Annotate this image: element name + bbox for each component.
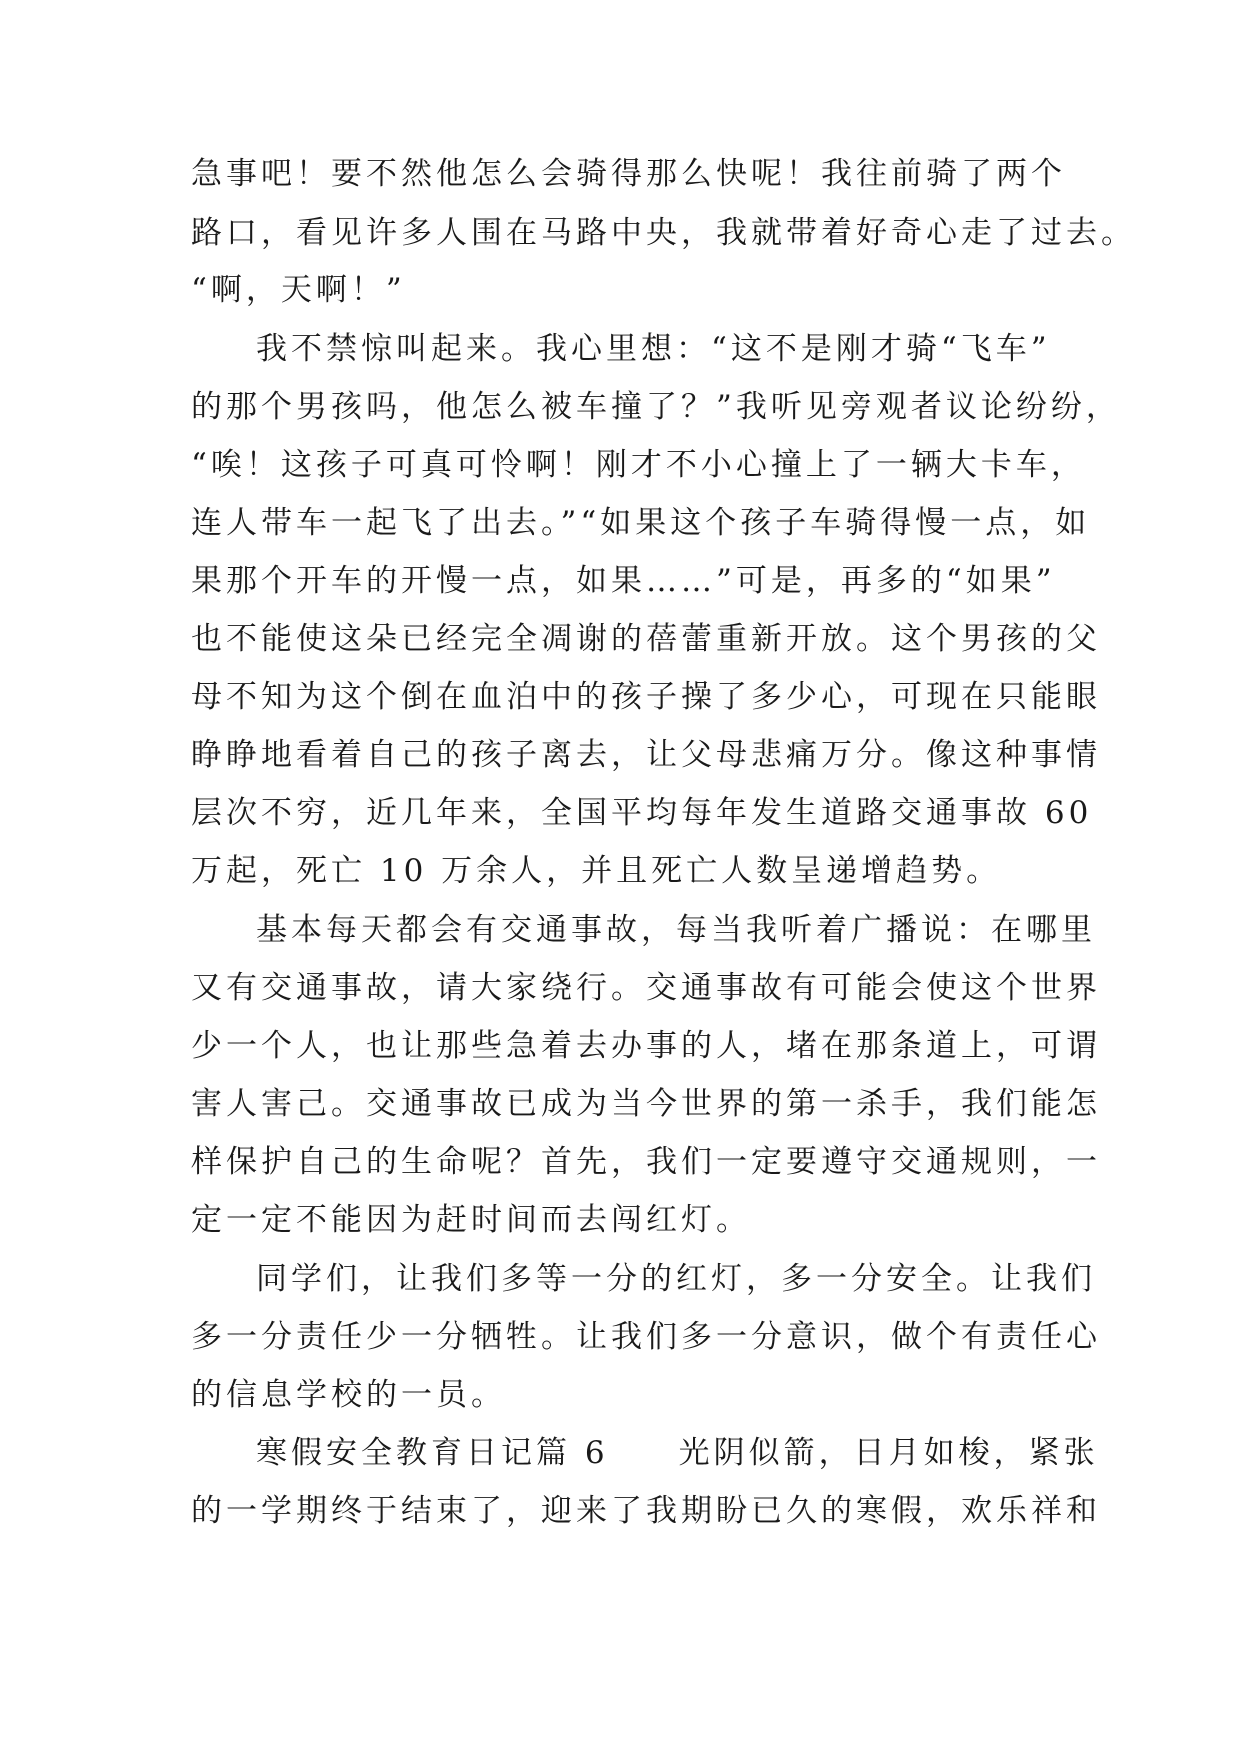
paragraph-start: 我不禁惊叫起来。我心里想：“这不是刚才骑“飞车” [256, 331, 1051, 367]
text-line: 果那个开车的开慢一点，如果……”可是，再多的“如果” [191, 563, 1056, 599]
text-line: 多一分责任少一分牺牲。让我们多一分意识，做个有责任心 [191, 1319, 1101, 1355]
text-line: 急事吧！要不然他怎么会骑得那么快呢！我往前骑了两个 [191, 156, 1066, 192]
paragraph-start: 基本每天都会有交通事故，每当我听着广播说：在哪里 [256, 912, 1096, 948]
text-line: 的一学期终于结束了，迎来了我期盼已久的寒假，欢乐祥和 [191, 1493, 1101, 1529]
text-line: “啊，天啊！” [191, 272, 406, 308]
text-line: 定一定不能因为赶时间而去闯红灯。 [191, 1202, 751, 1238]
text-line: 的信息学校的一员。 [191, 1377, 506, 1413]
text-line: 少一个人，也让那些急着去办事的人，堵在那条道上，可谓 [191, 1028, 1101, 1064]
text-line: 层次不穷，近几年来，全国平均每年发生道路交通事故 60 [191, 795, 1093, 831]
text-line: 万起，死亡 10 万余人，并且死亡人数呈递增趋势。 [191, 853, 1002, 889]
text-line: 连人带车一起飞了出去。”“如果这个孩子车骑得慢一点，如 [191, 505, 1091, 541]
text-line: 又有交通事故，请大家绕行。交通事故有可能会使这个世界 [191, 970, 1101, 1006]
text-line: 样保护自己的生命呢？首先，我们一定要遵守交通规则，一 [191, 1144, 1101, 1180]
text-line: 害人害己。交通事故已成为当今世界的第一杀手，我们能怎 [191, 1086, 1101, 1122]
text-line: 睁睁地看着自己的孩子离去，让父母悲痛万分。像这种事情 [191, 737, 1101, 773]
text-line: 路口，看见许多人围在马路中央，我就带着好奇心走了过去。 [191, 215, 1136, 251]
text-line: “唉！这孩子可真可怜啊！刚才不小心撞上了一辆大卡车， [191, 447, 1086, 483]
text-line: 母不知为这个倒在血泊中的孩子操了多少心，可现在只能眼 [191, 679, 1101, 715]
paragraph-start: 同学们，让我们多等一分的红灯，多一分安全。让我们 [256, 1261, 1096, 1297]
text-line: 也不能使这朵已经完全凋谢的蓓蕾重新开放。这个男孩的父 [191, 621, 1101, 657]
section-heading-line: 寒假安全教育日记篇 6 光阴似箭，日月如梭，紧张 [256, 1435, 1099, 1471]
text-line: 的那个男孩吗，他怎么被车撞了？”我听见旁观者议论纷纷， [191, 389, 1121, 425]
